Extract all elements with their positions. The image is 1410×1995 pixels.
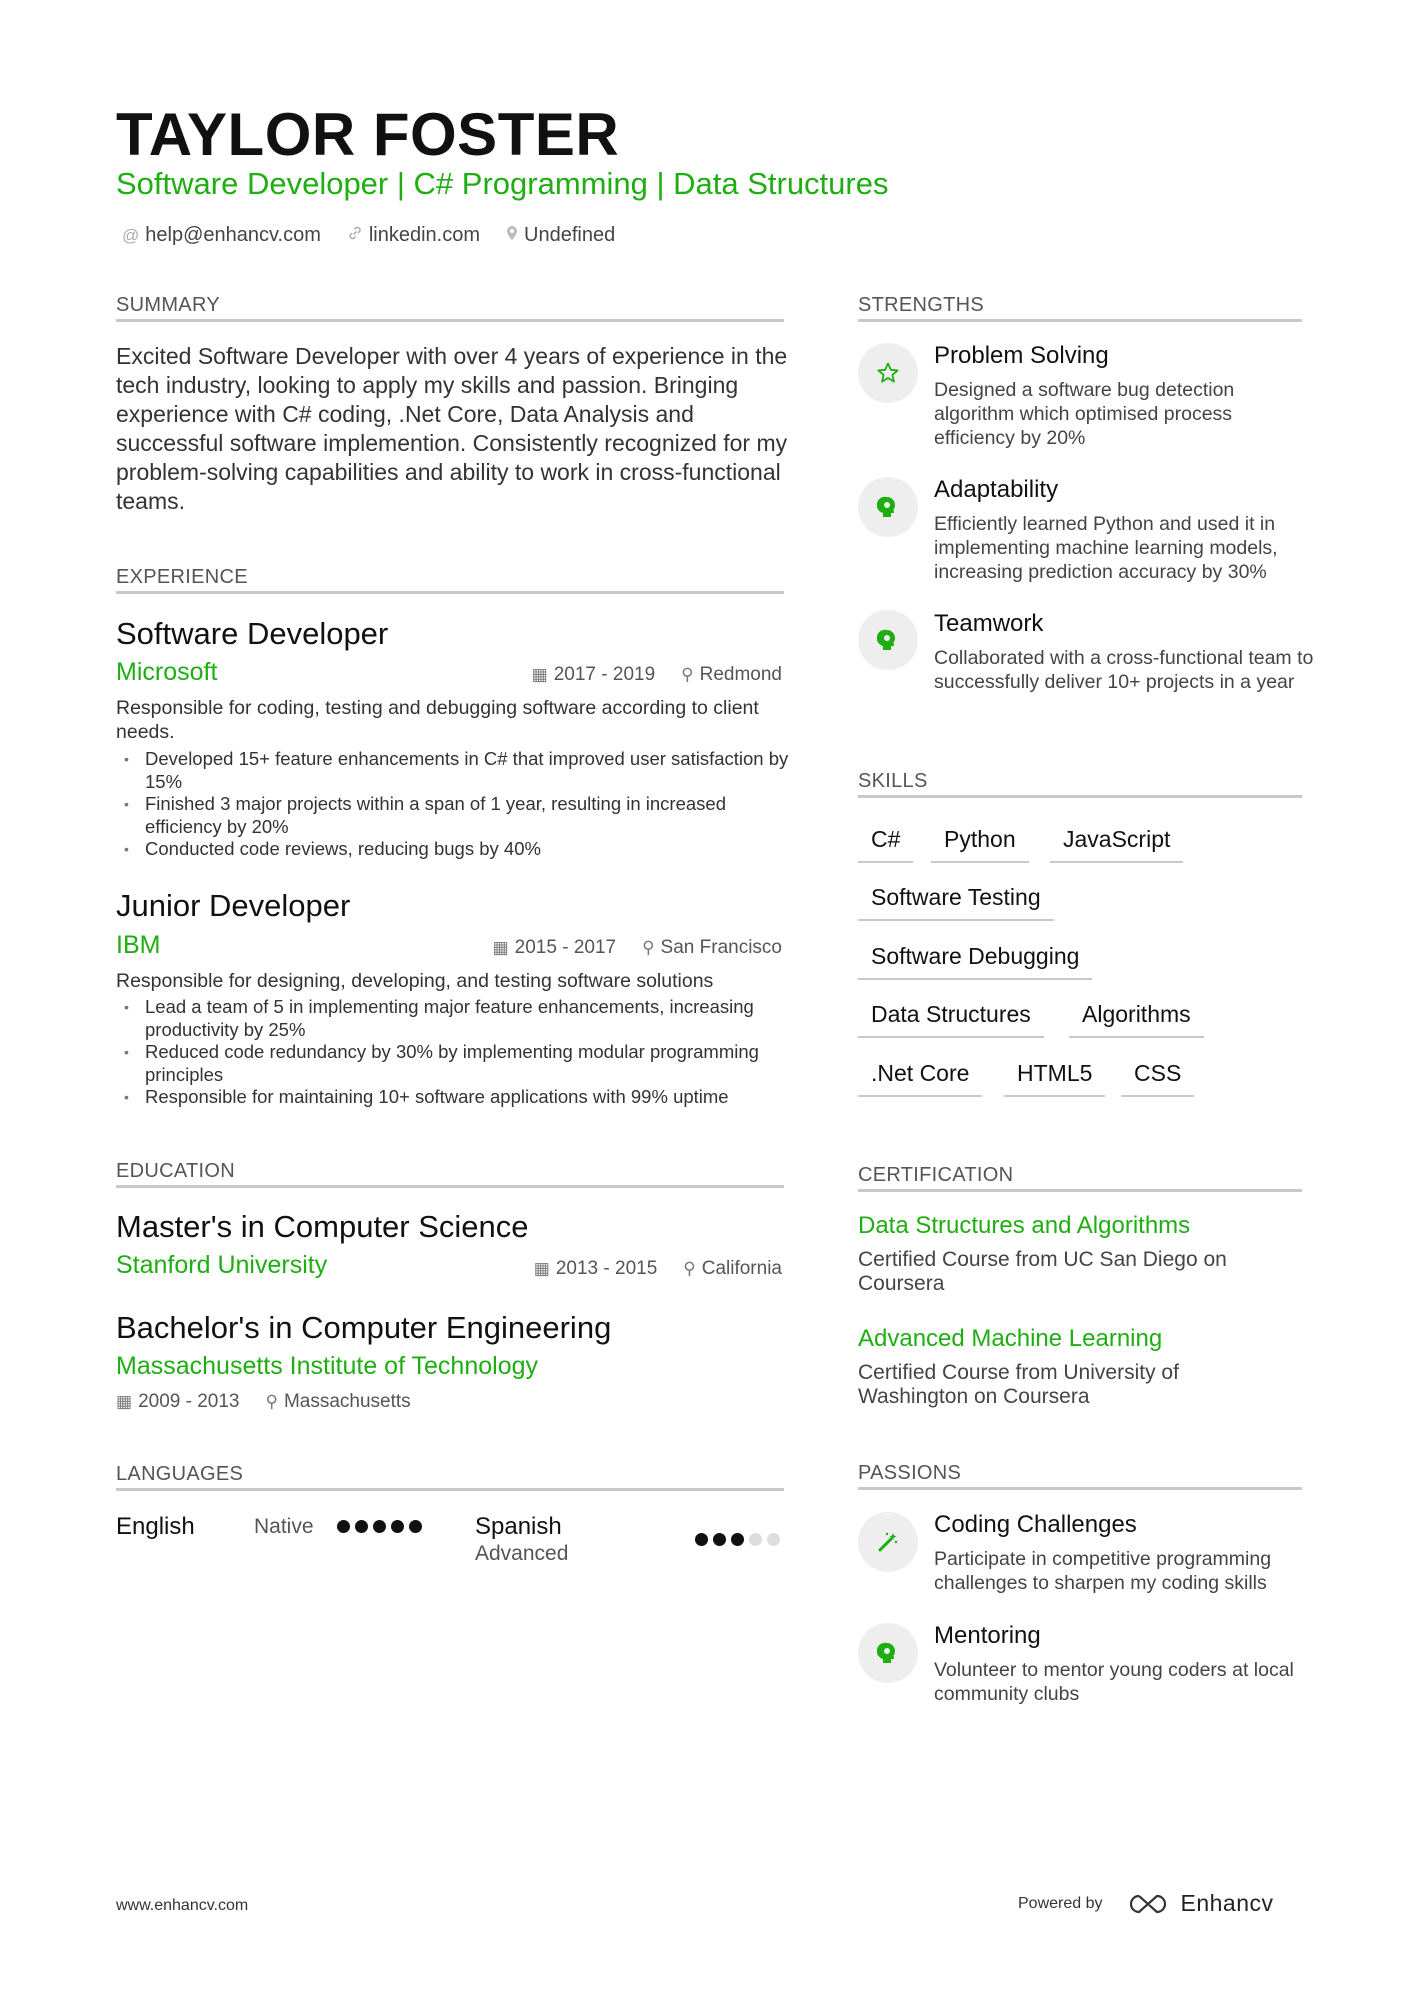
brain-head-icon bbox=[858, 477, 918, 537]
contact-email[interactable] bbox=[122, 224, 321, 247]
strength-title: Teamwork bbox=[934, 610, 1044, 637]
contact-location bbox=[506, 224, 615, 247]
passion-title: Coding Challenges bbox=[934, 1511, 1137, 1538]
strength-description: Collaborated with a cross-functional team to successfully deliver 10+ projects in a year bbox=[934, 647, 1314, 693]
passions-heading: PASSIONS bbox=[858, 1462, 962, 1484]
rating-dot bbox=[731, 1533, 744, 1546]
school-name: Stanford University bbox=[116, 1251, 328, 1279]
passion-description: Participate in competitive programming challenges to sharpen my coding skills bbox=[934, 1548, 1272, 1594]
company-name: Microsoft bbox=[116, 658, 218, 686]
summary-divider bbox=[116, 319, 784, 322]
calendar-icon: ▦ bbox=[116, 1392, 133, 1411]
summary-heading: SUMMARY bbox=[116, 294, 220, 316]
language-name: English bbox=[116, 1513, 195, 1540]
powered-by-label: Powered by bbox=[1018, 1894, 1103, 1912]
job-bullet: • Developed 15+ feature enhancements in C# that improved user satisfaction by 15% bbox=[116, 748, 796, 793]
link-icon bbox=[347, 225, 363, 246]
calendar-icon: ▦ bbox=[492, 938, 509, 957]
experience-heading: EXPERIENCE bbox=[116, 566, 248, 588]
passion-description: Volunteer to mentor young coders at local community clubs bbox=[934, 1659, 1294, 1705]
education-meta bbox=[116, 1391, 411, 1413]
education-divider bbox=[116, 1185, 784, 1188]
degree-title: Bachelor's in Computer Engineering bbox=[116, 1310, 612, 1345]
candidate-name: TAYLOR FOSTER bbox=[116, 101, 620, 168]
rating-dot bbox=[409, 1520, 422, 1533]
job-dates-text: 2017 - 2019 bbox=[553, 664, 656, 685]
job-location-text: San Francisco bbox=[660, 937, 782, 958]
education-meta bbox=[534, 1258, 782, 1280]
job-bullet: • Reduced code redundancy by 30% by implementing modular programming principles bbox=[116, 1041, 796, 1086]
language-name: Spanish bbox=[475, 1513, 562, 1540]
certification-description: Certified Course from UC San Diego on Coursera bbox=[858, 1248, 1227, 1295]
skill-tag: .Net Core bbox=[858, 1060, 982, 1097]
footer-branding[interactable] bbox=[1018, 1890, 1274, 1917]
contact-list bbox=[122, 224, 615, 247]
brain-head-icon bbox=[858, 610, 918, 670]
rating-dot bbox=[391, 1520, 404, 1533]
skill-tag: Software Testing bbox=[858, 884, 1054, 921]
job-bullet: • Finished 3 major projects within a span of 1 year, resulting in increased efficiency by 20% bbox=[116, 793, 796, 838]
passions-divider bbox=[858, 1487, 1302, 1490]
star-icon bbox=[858, 343, 918, 403]
location-icon bbox=[506, 225, 518, 246]
languages-heading: LANGUAGES bbox=[116, 1463, 244, 1485]
skill-tag: HTML5 bbox=[1004, 1060, 1105, 1097]
location-icon: ⚲ bbox=[681, 665, 694, 684]
strength-title: Problem Solving bbox=[934, 342, 1109, 369]
passion-title: Mentoring bbox=[934, 1622, 1041, 1649]
contact-location-text: Undefined bbox=[524, 224, 616, 246]
job-bullets bbox=[116, 996, 796, 1109]
brain-head-icon bbox=[858, 1623, 918, 1683]
job-dates bbox=[493, 937, 616, 959]
calendar-icon: ▦ bbox=[533, 1259, 550, 1278]
footer-website-link[interactable]: www.enhancv.com bbox=[116, 1897, 249, 1914]
strength-title: Adaptability bbox=[934, 476, 1059, 503]
job-meta bbox=[493, 937, 782, 959]
education-location-text: California bbox=[701, 1258, 782, 1279]
rating-dot bbox=[713, 1533, 726, 1546]
certification-heading: CERTIFICATION bbox=[858, 1164, 1014, 1186]
summary-text: Excited Software Developer with over 4 years of experience in the tech industry, looking to apply my skills and passion. Bringing experience with C# coding, .Net Core, Data Analysis and successful software implemention. Consistently recognized for my problem-solving capabilities and ability to work in cross-functional teams. bbox=[116, 343, 788, 514]
education-dates bbox=[116, 1391, 239, 1413]
education-heading: EDUCATION bbox=[116, 1160, 235, 1182]
location-icon: ⚲ bbox=[265, 1392, 278, 1411]
job-description: Responsible for designing, developing, and testing software solutions bbox=[116, 970, 714, 992]
skill-tag: Software Debugging bbox=[858, 943, 1092, 980]
job-meta bbox=[532, 664, 782, 686]
skills-heading: SKILLS bbox=[858, 770, 928, 792]
headline: Software Developer | C# Programming | Data Structures bbox=[116, 166, 889, 201]
rating-dot bbox=[695, 1533, 708, 1546]
job-dates bbox=[532, 664, 655, 686]
location-icon: ⚲ bbox=[642, 938, 655, 957]
education-location bbox=[683, 1258, 782, 1280]
language-rating bbox=[695, 1533, 780, 1546]
job-location bbox=[642, 937, 782, 959]
skills-divider bbox=[858, 795, 1302, 798]
strength-description: Efficiently learned Python and used it in implementing machine learning models, increasing prediction accuracy by 30% bbox=[934, 513, 1278, 583]
certification-divider bbox=[858, 1189, 1302, 1192]
job-title: Software Developer bbox=[116, 616, 389, 651]
skill-tag: C# bbox=[858, 826, 913, 863]
certification-description: Certified Course from University of Washington on Coursera bbox=[858, 1361, 1179, 1408]
languages-divider bbox=[116, 1488, 784, 1491]
at-icon: @ bbox=[122, 225, 140, 245]
job-location bbox=[681, 664, 782, 686]
education-location bbox=[265, 1391, 410, 1413]
skill-tag: Python bbox=[931, 826, 1029, 863]
education-dates-text: 2013 - 2015 bbox=[555, 1258, 658, 1279]
job-title: Junior Developer bbox=[116, 888, 351, 923]
company-name: IBM bbox=[116, 931, 161, 959]
strength-description: Designed a software bug detection algorithm which optimised process efficiency by 20% bbox=[934, 379, 1235, 449]
rating-dot bbox=[767, 1533, 780, 1546]
contact-linkedin-text: linkedin.com bbox=[368, 224, 481, 246]
calendar-icon: ▦ bbox=[531, 665, 548, 684]
certification-title: Data Structures and Algorithms bbox=[858, 1212, 1191, 1239]
job-bullets bbox=[116, 748, 796, 861]
job-bullet: • Responsible for maintaining 10+ software applications with 99% uptime bbox=[116, 1086, 796, 1109]
job-dates-text: 2015 - 2017 bbox=[514, 937, 617, 958]
rating-dot bbox=[373, 1520, 386, 1533]
strengths-divider bbox=[858, 319, 1302, 322]
language-level: Native bbox=[254, 1515, 314, 1538]
school-name: Massachusetts Institute of Technology bbox=[116, 1352, 538, 1380]
job-bullet: • Lead a team of 5 in implementing major feature enhancements, increasing productivity by 25% bbox=[116, 996, 796, 1041]
job-location-text: Redmond bbox=[699, 664, 782, 685]
magic-wand-icon bbox=[858, 1512, 918, 1572]
job-bullet: • Conducted code reviews, reducing bugs by 40% bbox=[116, 838, 796, 861]
brand-name: Enhancv bbox=[1180, 1890, 1274, 1916]
degree-title: Master's in Computer Science bbox=[116, 1209, 529, 1244]
rating-dot bbox=[355, 1520, 368, 1533]
enhancv-logo-mark-icon bbox=[1125, 1892, 1171, 1916]
strengths-heading: STRENGTHS bbox=[858, 294, 985, 316]
rating-dot bbox=[337, 1520, 350, 1533]
skill-tag: CSS bbox=[1121, 1060, 1194, 1097]
experience-divider bbox=[116, 591, 784, 594]
language-rating bbox=[337, 1520, 422, 1533]
enhancv-logo[interactable] bbox=[1125, 1890, 1274, 1917]
certification-title: Advanced Machine Learning bbox=[858, 1325, 1163, 1352]
skill-tag: Algorithms bbox=[1069, 1001, 1204, 1038]
education-dates bbox=[534, 1258, 657, 1280]
job-description: Responsible for coding, testing and debugging software according to client needs. bbox=[116, 697, 759, 743]
skill-tag: Data Structures bbox=[858, 1001, 1044, 1038]
skill-tag: JavaScript bbox=[1050, 826, 1183, 863]
location-icon: ⚲ bbox=[683, 1259, 696, 1278]
rating-dot bbox=[749, 1533, 762, 1546]
education-dates-text: 2009 - 2013 bbox=[138, 1391, 240, 1412]
contact-email-text: help@enhancv.com bbox=[145, 224, 321, 246]
contact-linkedin[interactable] bbox=[347, 224, 480, 247]
education-location-text: Massachusetts bbox=[283, 1391, 411, 1412]
language-level: Advanced bbox=[475, 1542, 569, 1565]
